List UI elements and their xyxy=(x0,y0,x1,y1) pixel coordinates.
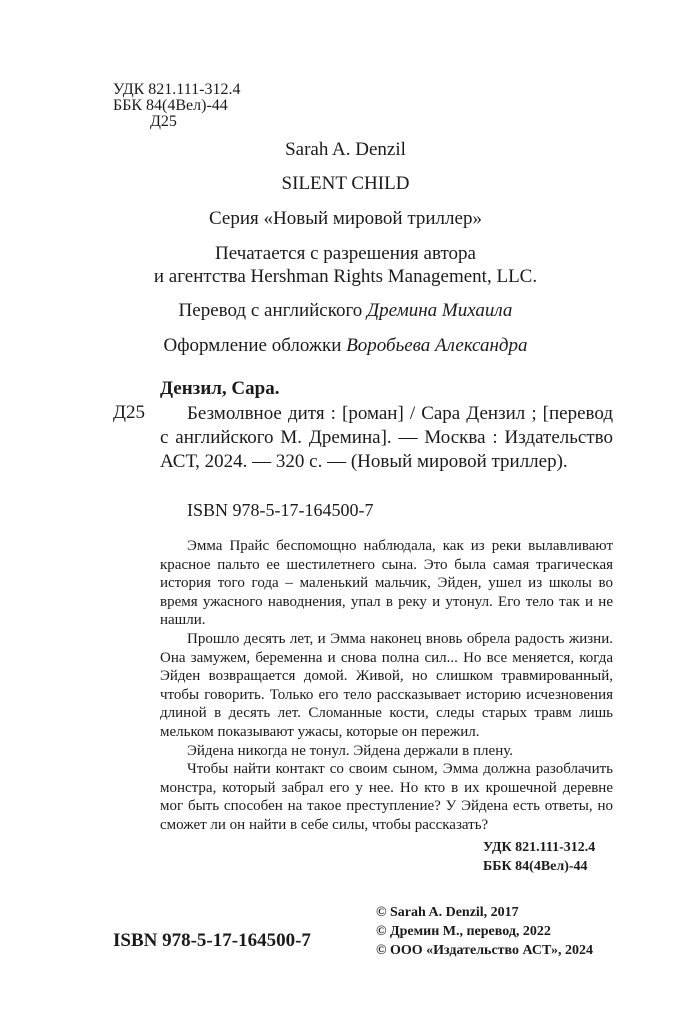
footer-isbn: ISBN 978-5-17-164500-7 xyxy=(113,930,311,951)
translator-name: Дремина Михаила xyxy=(367,300,513,321)
translation-prefix: Перевод с английского xyxy=(178,300,363,321)
catalog-description-text: Безмолвное дитя : [роман] / Сара Дензил ; [перевод с английского М. Дремина]. — Москва : Издательство АСТ, 2024. — 320 с. — (Новый мировой триллер). xyxy=(160,403,613,472)
copyright-line: © ООО «Издательство АСТ», 2024 xyxy=(376,943,594,958)
annotation xyxy=(160,537,613,835)
permission-line-1: Печатается с разрешения автора xyxy=(215,243,476,264)
copyright-line: © Дремин М., перевод, 2022 xyxy=(376,924,551,939)
catalog-code: Д25 xyxy=(113,402,145,423)
copyright-block xyxy=(376,903,593,960)
translation-credit xyxy=(0,300,691,322)
copyright-line: © Sarah A. Denzil, 2017 xyxy=(376,905,519,920)
bottom-bbk: ББК 84(4Вел)-44 xyxy=(483,859,588,874)
catalog-isbn: ISBN 978-5-17-164500-7 xyxy=(187,500,374,520)
original-title: SILENT CHILD xyxy=(281,173,410,194)
bottom-udk: УДК 821.111-312.4 xyxy=(483,840,596,855)
permission-line-2: и агентства Hershman Rights Management, LLC. xyxy=(153,266,538,287)
udk-code: УДК 821.111-312.4 xyxy=(113,81,241,98)
cover-credit xyxy=(0,335,691,357)
annotation-paragraph: Эйдена никогда не тонул. Эйдена держали в плену. xyxy=(187,742,513,759)
annotation-paragraph: Прошло десять лет, и Эмма наконец вновь обрела радость жизни. Она замужем, беременна и снова полна сил... Но все меняется, когда Эйден возвращается домой. Живой, но слишком травмированный, чтобы говорить. Только его тело рассказывает историю исчезновения длиной в десять лет. Сломанные кости, следы старых травм лишь мельком показывают ужасы, которые он пережил. xyxy=(160,630,613,740)
annotation-paragraph: Эмма Прайс беспомощно наблюдала, как из реки вылавливают красное пальто ее шестилетнего сына. Это была самая трагическая история того года – маленький мальчик, Эйден, ушел из школы во время ужасного наводнения, упал в реку и утонул. Его тело так и не нашли. xyxy=(160,538,613,629)
annotation-paragraph: Чтобы найти контакт со своим сыном, Эмма должна разоблачить монстра, который забрал его у нее. Но кто в их крошечной деревне мог быть способен на такое преступление? У Эйдена есть ответы, но сможет ли он найти в себе силы, чтобы рассказать? xyxy=(160,761,613,833)
catalog-heading: Дензил, Сара. xyxy=(160,378,280,399)
cover-artist-name: Воробьева Александра xyxy=(346,335,528,356)
original-author: Sarah A. Denzil xyxy=(285,139,406,160)
cover-prefix: Оформление обложки xyxy=(163,335,342,356)
author-mark: Д25 xyxy=(150,113,177,130)
bbk-code: ББК 84(4Вел)-44 xyxy=(113,97,228,114)
classification-codes xyxy=(113,82,240,130)
series-name: Серия «Новый мировой триллер» xyxy=(209,208,482,229)
bottom-codes xyxy=(483,838,595,876)
catalog-description xyxy=(160,402,613,474)
